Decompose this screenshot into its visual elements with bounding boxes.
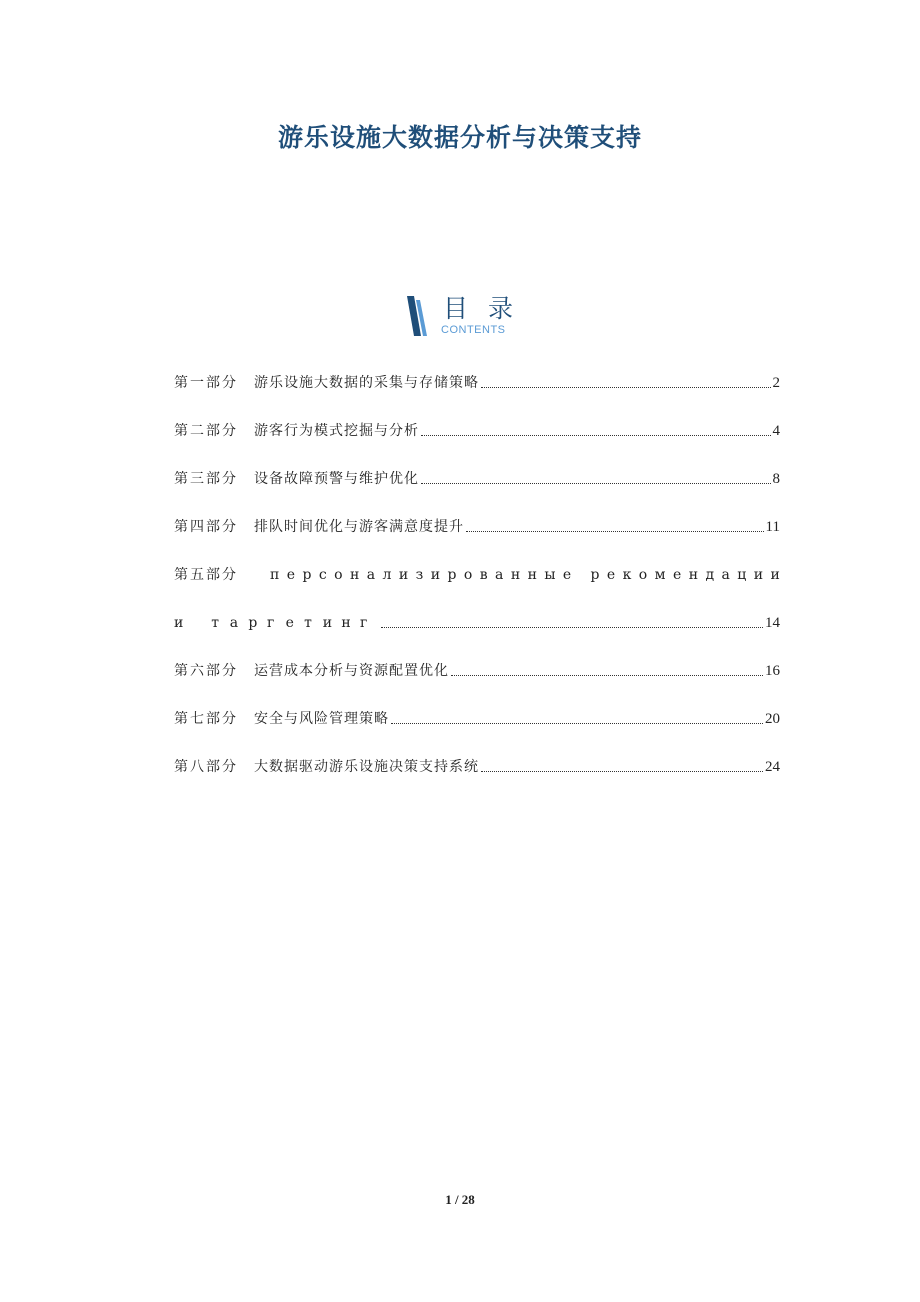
toc-entry-title: 大数据驱动游乐设施决策支持系统 [254,759,479,775]
toc-entry[interactable] [174,656,780,680]
toc-entry-page: 4 [772,423,780,439]
toc-leader-dots [421,435,771,436]
toc-header [405,294,535,340]
toc-entry-part: 第二部分 [174,423,238,439]
toc-subheading: CONTENTS [441,324,506,336]
toc-entry-page: 2 [772,375,780,391]
page-number: 1 / 28 [445,1192,475,1207]
toc-heading: 目 录 [443,294,519,323]
contents-bar-icon [405,296,429,336]
toc-leader-dots [481,771,763,772]
toc-entry-part: 第一部分 [174,375,238,391]
toc-entry[interactable] [174,464,780,488]
toc-leader-dots [391,723,763,724]
toc-entry[interactable] [174,512,780,536]
toc-entry-page: 11 [765,519,780,535]
toc-entry-title-line2: и т а р г е т и н г [174,615,368,631]
toc-entry-page: 16 [765,663,780,679]
toc-entry[interactable] [174,752,780,776]
toc-entry-part: 第七部分 [174,711,238,727]
toc-entry-part: 第六部分 [174,663,238,679]
toc-leader-dots [421,483,771,484]
toc-leader-dots [481,387,771,388]
toc-entry-part: 第八部分 [174,759,238,775]
toc-entry-part: 第五部分 [174,567,238,583]
toc-entry-page: 20 [765,711,780,727]
toc-entry[interactable] [174,368,780,392]
toc-entry[interactable] [174,560,780,584]
toc-entry-title-line1: п е р с о н а л и з и р о в а н н ы е р е к о м е н д а ц и и [270,567,780,583]
toc-leader-dots [381,627,763,628]
toc-entry-title: 排队时间优化与游客满意度提升 [254,519,464,535]
toc-entry-title: 运营成本分析与资源配置优化 [254,663,449,679]
toc-entry-page: 24 [765,759,780,775]
table-of-contents [174,368,780,800]
toc-entry[interactable] [174,416,780,440]
toc-leader-dots [466,531,764,532]
toc-entry-page: 8 [772,471,780,487]
toc-entry-title: 设备故障预警与维护优化 [254,471,419,487]
toc-entry-title: 游客行为模式挖掘与分析 [254,423,419,439]
toc-entry-page: 14 [765,615,780,631]
toc-entry-title: 游乐设施大数据的采集与存储策略 [254,375,479,391]
toc-entry-continuation[interactable] [174,608,780,632]
toc-entry-part: 第四部分 [174,519,238,535]
toc-entry-title: 安全与风险管理策略 [254,711,389,727]
document-title: 游乐设施大数据分析与决策支持 [277,123,642,152]
toc-entry-part: 第三部分 [174,471,238,487]
toc-entry[interactable] [174,704,780,728]
toc-leader-dots [451,675,763,676]
